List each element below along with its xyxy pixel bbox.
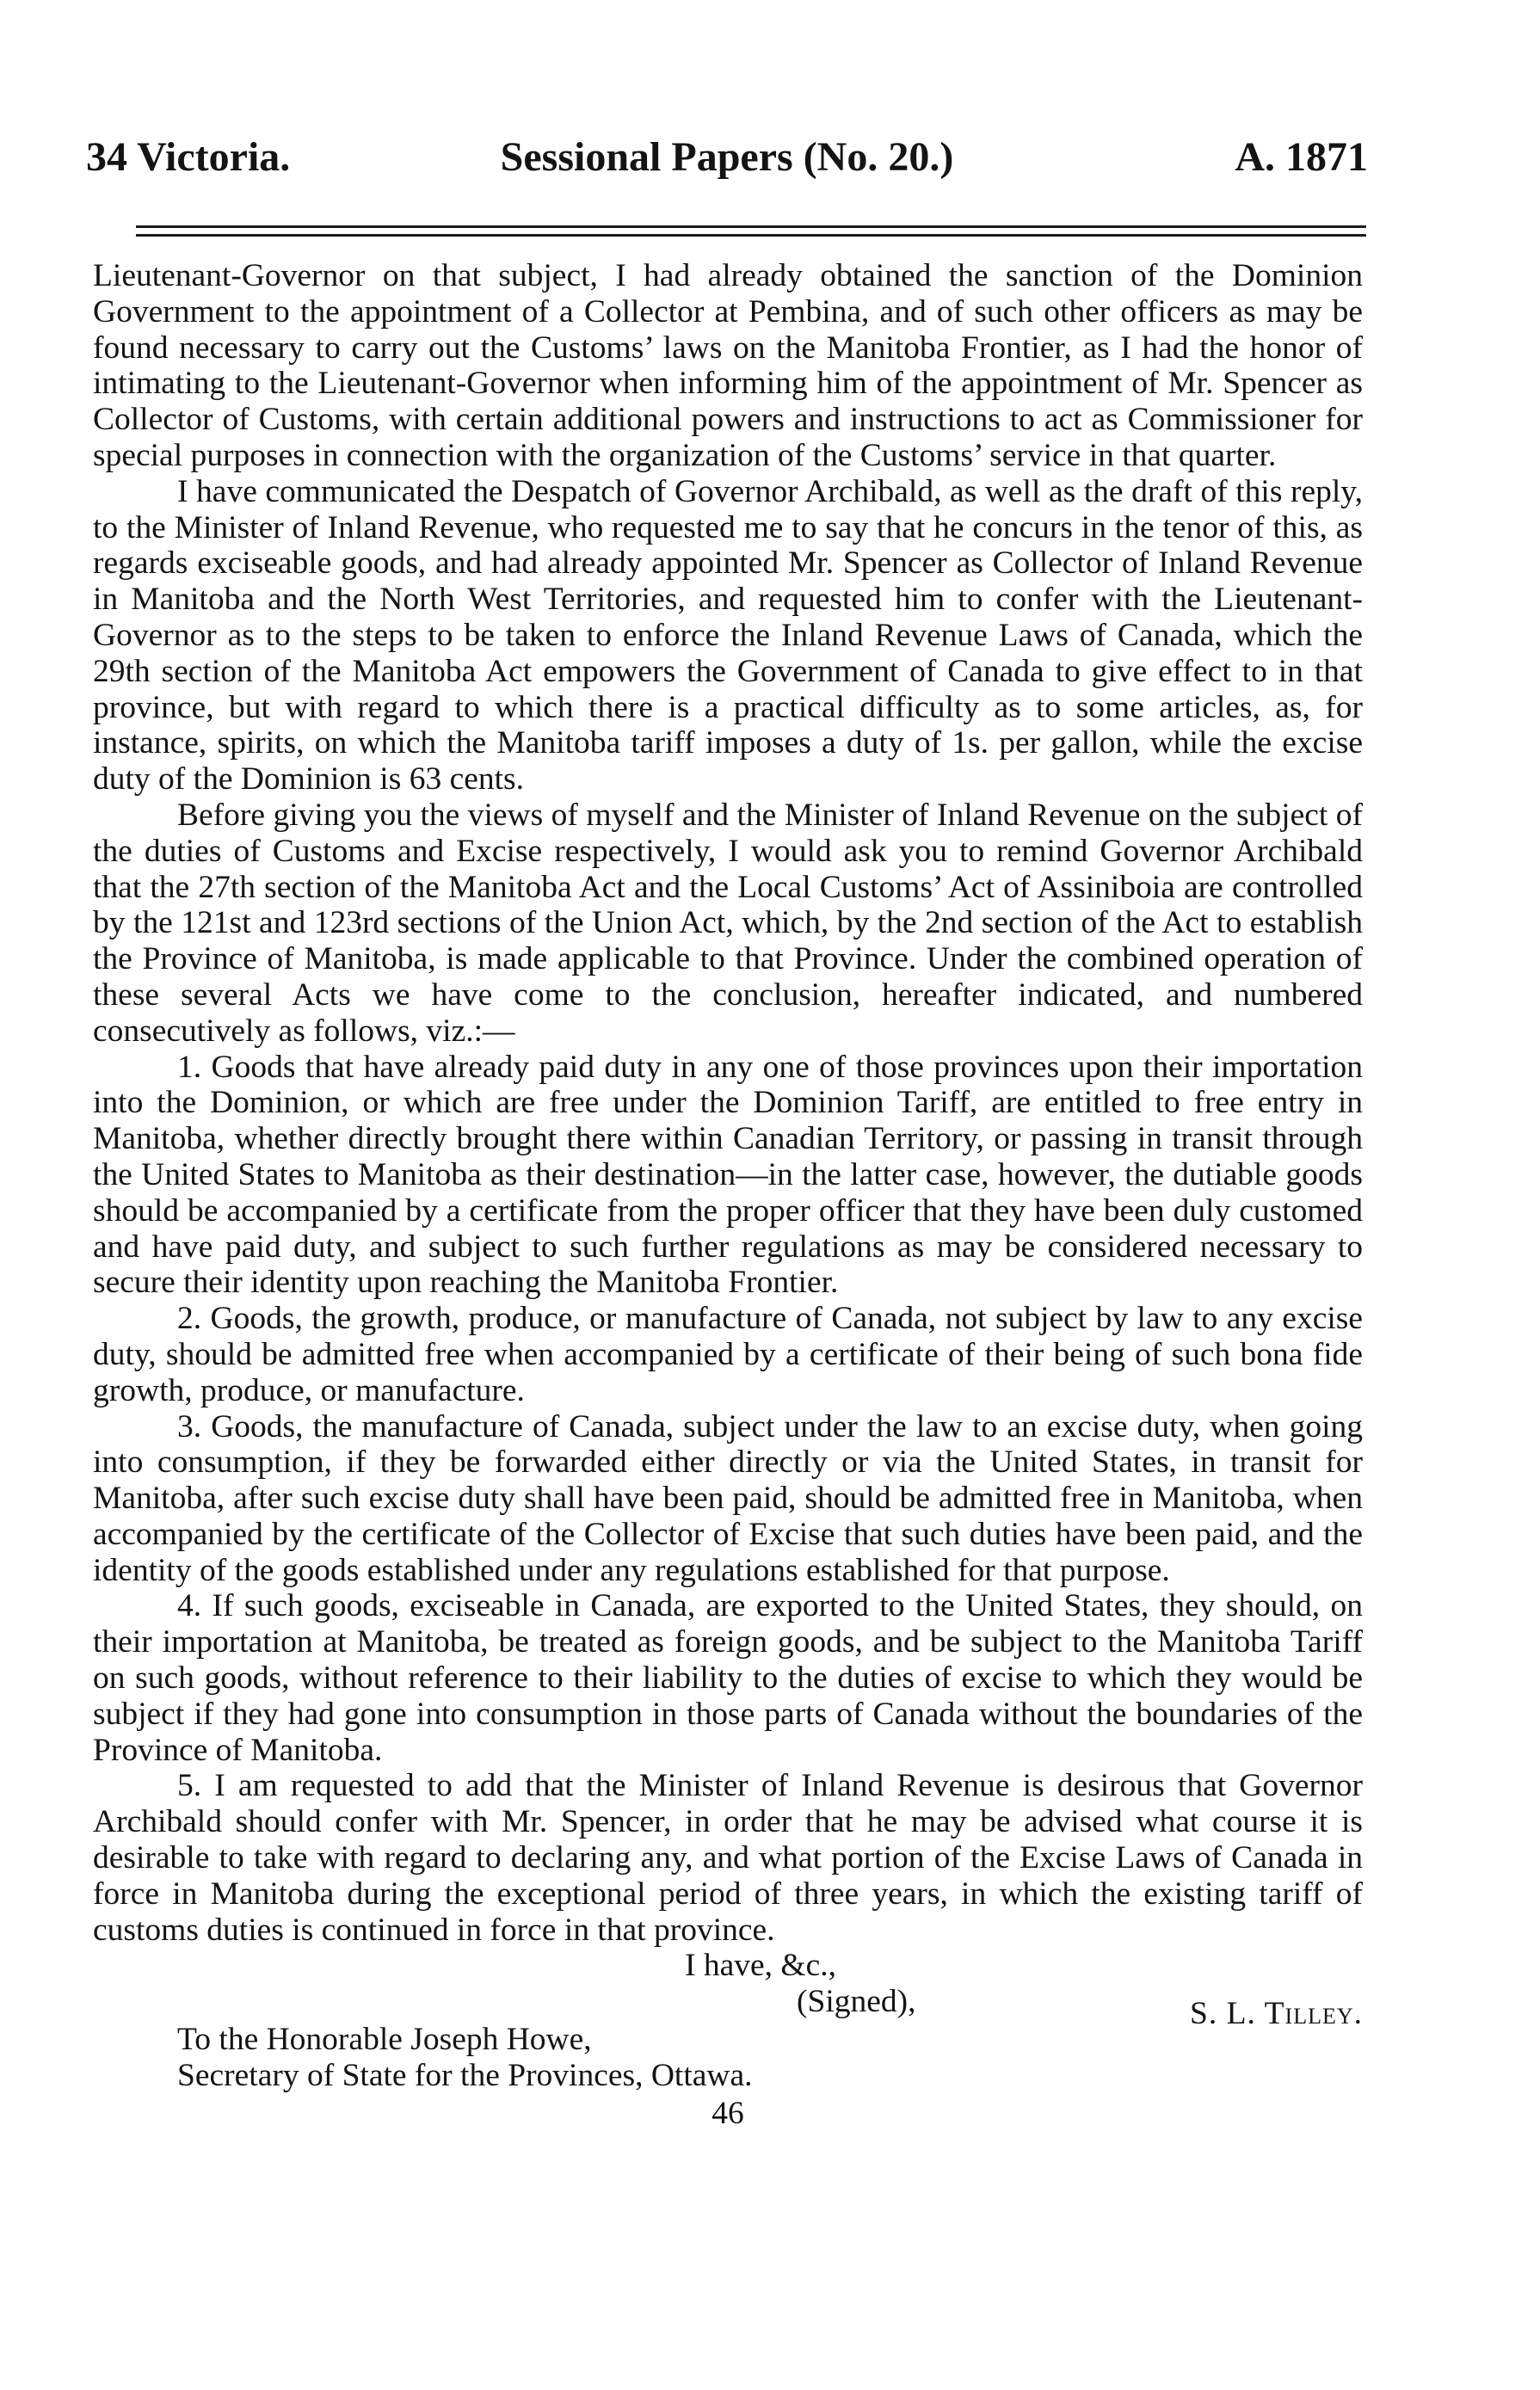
numbered-paragraph: 3. Goods, the manufacture of Canada, subject under the law to an excise duty, when going into consumption, if they be forwarded either directly or via the United States, in transit for Manitoba, after such excise duty shall have been paid, should be admitted free in Manitoba, when accompanied by the certificate of the Collector of Excise that such duties have been paid, and the identity of the goods established under any regulations established for that purpose. — [93, 1408, 1363, 1588]
paragraph: Before giving you the views of myself and the Minister of Inland Revenue on the subject of the duties of Customs and Excise respectively, I would ask you to remind Governor Archibald that the 27th section of the Manitoba Act and the Local Customs’ Act of Assiniboia are controlled by the 121st and 123rd sections of the Union Act, which, by the 2nd section of the Act to establish the Province of Manitoba, is made applicable to that Province. Under the combined operation of these several Acts we have come to the conclusion, hereafter indicated, and numbered consecutively as follows, viz.:— — [93, 797, 1363, 1049]
paragraph: Lieutenant-Governor on that subject, I had already obtained the sanction of the Dominion Government to the appointment of a Collector at Pembina, and of such other officers as may be found necessary to carry out the Customs’ laws on the Manitoba Frontier, as I had the honor of intimating to the Lieutenant-Governor when informing him of the appointment of Mr. Spencer as Collector of Customs, with certain additional powers and instructions to act as Commissioner for special purposes in connection with the organization of the Customs’ service in that quarter. — [93, 258, 1363, 473]
closing-line: I have, &c., — [685, 1948, 836, 1984]
header-rule — [136, 225, 1366, 228]
numbered-paragraph: 2. Goods, the growth, produce, or manufacture of Canada, not subject by law to any excise duty, should be admitted free when accompanied by a certificate of their being of such bona fide growth, produce, or manufacture. — [93, 1301, 1363, 1408]
addressee-line: To the Honorable Joseph Howe, — [177, 2022, 592, 2058]
page-number: 46 — [711, 2095, 744, 2131]
numbered-paragraph: 1. Goods that have already paid duty in any one of those provinces upon their importation into the Dominion, or which are free under the Dominion Tariff, are entitled to free entry in Manitoba, whether directly brought there within Canadian Territory, or passing in transit through the United States to Manitoba as their destination—in the latter case, however, the dutiable goods should be accompanied by a certificate from the proper officer that they have been duly customed and have paid duty, and subject to such further regulations as may be considered necessary to secure their identity upon reaching the Manitoba Frontier. — [93, 1049, 1363, 1301]
paragraph: I have communicated the Despatch of Governor Archibald, as well as the draft of this reply, to the Minister of Inland Revenue, who requested me to say that he concurs in the tenor of this, as regards exciseable goods, and had already appointed Mr. Spencer as Collector of Inland Revenue in Manitoba and the North West Territories, and requested him to confer with the Lieutenant-Governor as to the steps to be taken to enforce the Inland Revenue Laws of Canada, which the 29th section of the Manitoba Act empowers the Government of Canada to give effect to in that province, but with regard to which there is a practical difficulty as to some articles, as, for instance, spirits, on which the Manitoba tariff imposes a duty of 1s. per gallon, while the excise duty of the Dominion is 63 cents. — [93, 473, 1363, 798]
header-year: A. 1871 — [1235, 134, 1368, 180]
signature-block — [93, 1984, 1363, 2032]
numbered-paragraph: 5. I am requested to add that the Minister of Inland Revenue is desirous that Governor Archibald should confer with Mr. Spencer, in order that he may be advised what course it is desirable to take with regard to declaring any, and what portion of the Excise Laws of Canada in force in Manitoba during the exceptional period of three years, in which the existing tariff of customs duties is continued in force in that province. — [93, 1768, 1363, 1948]
running-header — [86, 127, 1368, 188]
numbered-paragraph: 4. If such goods, exciseable in Canada, are exported to the United States, they should, on their importation at Manitoba, be treated as foreign goods, and be subject to the Manitoba Tariff on such goods, without reference to their liability to the duties of excise to which they would be subject if they had gone into consumption in those parts of Canada without the boundaries of the Province of Manitoba. — [93, 1588, 1363, 1768]
header-title: Sessional Papers (No. 20.) — [500, 134, 954, 180]
letter-body — [93, 258, 1363, 2132]
header-session: 34 Victoria. — [86, 134, 291, 180]
signed-label: (Signed), — [797, 1984, 916, 2020]
addressee-title: Secretary of State for the Provinces, Ottawa. — [177, 2058, 753, 2094]
header-rule — [136, 234, 1366, 237]
signatory-name: S. L. Tilley. — [1190, 1996, 1363, 2032]
